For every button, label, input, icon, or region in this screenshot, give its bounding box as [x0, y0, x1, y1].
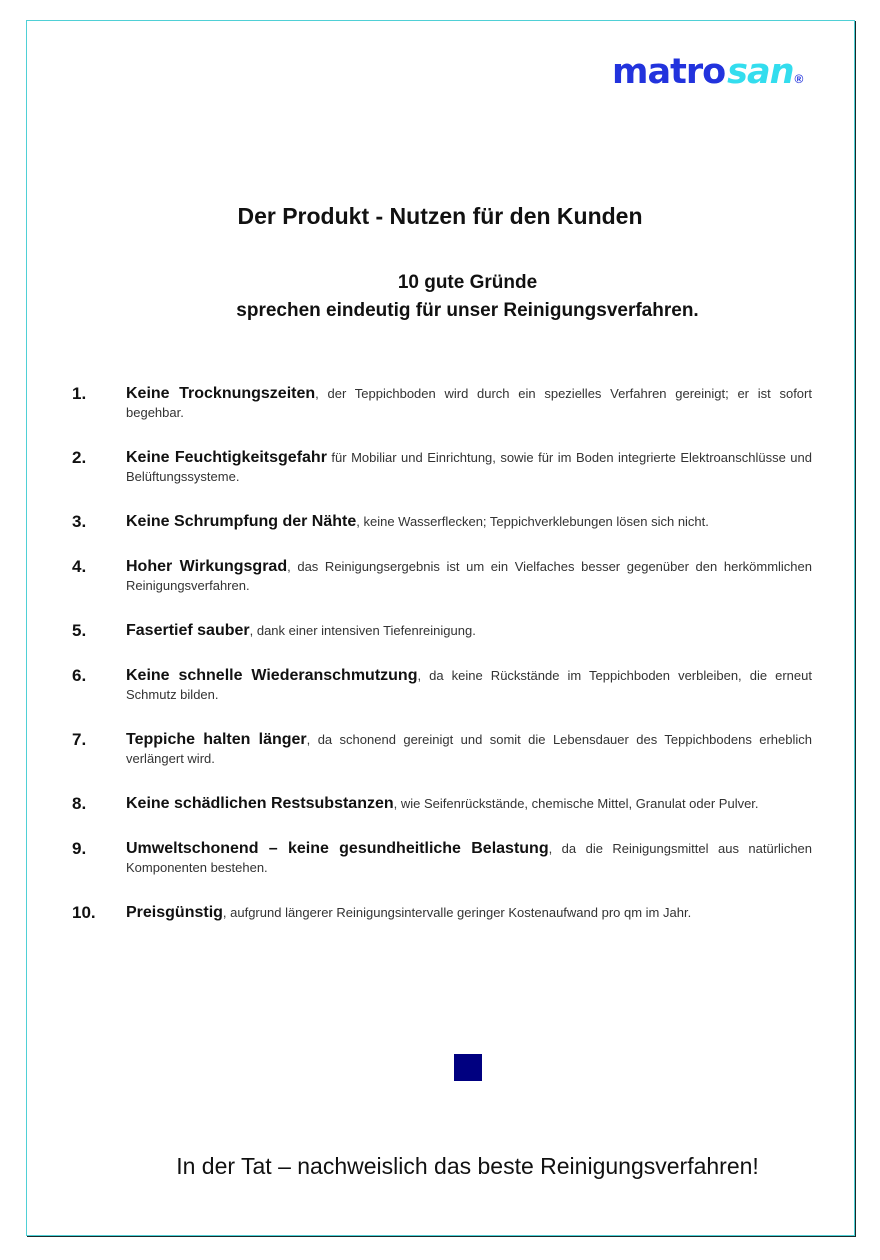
item-heading: Fasertief sauber	[126, 622, 250, 639]
matrosan-logo	[612, 52, 803, 92]
list-item	[72, 666, 812, 704]
item-text: , aufgrund längerer Reinigungsintervalle geringer Kostenaufwand pro qm im Jahr.	[222, 905, 692, 920]
item-heading: Keine Feuchtigkeitsgefahr	[126, 449, 327, 466]
item-number: 5.	[72, 621, 87, 640]
reasons-list	[72, 384, 812, 922]
item-number: 1.	[72, 384, 87, 403]
item-text: , wie Seifenrückstände, chemische Mittel, Granulat oder Pulver.	[393, 796, 759, 811]
item-heading: Keine Trocknungszeiten	[126, 385, 316, 402]
item-heading: Keine schädlichen Restsubstanzen	[126, 795, 394, 812]
item-number: 4.	[72, 557, 87, 576]
item-text: , das Reinigungsergebnis ist um ein Vielfaches besser gegenüber den herkömmlichen Reinigungsverfahren.	[126, 559, 812, 593]
item-heading: Keine Schrumpfung der Nähte	[126, 513, 357, 530]
list-item	[72, 839, 812, 877]
list-item	[72, 621, 812, 640]
logo-matro: matro	[612, 52, 726, 92]
item-heading: Keine schnelle Wiederanschmutzung	[126, 667, 418, 684]
item-heading: Hoher Wirkungsgrad	[126, 558, 288, 575]
subtitle-line2: sprechen eindeutig für unser Reinigungsverfahren.	[236, 300, 699, 321]
item-text: , da keine Rückstände im Teppichboden verbleiben, die erneut Schmutz bilden.	[126, 668, 812, 702]
accent-square	[454, 1054, 482, 1081]
item-text: , keine Wasserflecken; Teppichverklebungen lösen sich nicht.	[356, 514, 709, 529]
item-number: 2.	[72, 448, 87, 467]
item-number: 3.	[72, 512, 87, 531]
item-text: , dank einer intensiven Tiefenreinigung.	[249, 623, 476, 638]
item-number: 7.	[72, 730, 87, 749]
item-text: , der Teppichboden wird durch ein spezielles Verfahren gereinigt; er ist sofort begehbar.	[126, 386, 812, 420]
subtitle-line1: 10 gute Gründe	[397, 272, 538, 293]
item-text: , da schonend gereinigt und somit die Lebensdauer des Teppichbodens erheblich verlängert wird.	[126, 732, 812, 766]
item-heading: Teppiche halten länger	[126, 731, 307, 748]
item-number: 9.	[72, 839, 87, 858]
item-text: , da die Reinigungsmittel aus natürlichen Komponenten bestehen.	[126, 841, 813, 875]
item-heading: Preisgünstig	[126, 904, 223, 921]
closing-statement: In der Tat – nachweislich das beste Reinigungsverfahren!	[176, 1153, 759, 1179]
logo-san: san	[727, 52, 794, 92]
item-number: 6.	[72, 666, 87, 685]
item-number: 8.	[72, 794, 87, 813]
list-item	[72, 448, 812, 486]
item-text: für Mobiliar und Einrichtung, sowie für im Boden integrierte Elektroanschlüsse und Belüftungssysteme.	[126, 450, 812, 484]
item-number: 10.	[72, 903, 96, 922]
list-item	[72, 512, 812, 531]
item-heading: Umweltschonend – keine gesundheitliche Belastung	[126, 840, 549, 857]
list-item	[72, 794, 812, 813]
list-item	[72, 557, 812, 595]
list-item	[72, 384, 812, 422]
list-item	[72, 730, 812, 768]
page-title: Der Produkt - Nutzen für den Kunden	[237, 203, 643, 229]
registered-mark: ®	[794, 72, 804, 86]
list-item	[72, 903, 812, 922]
